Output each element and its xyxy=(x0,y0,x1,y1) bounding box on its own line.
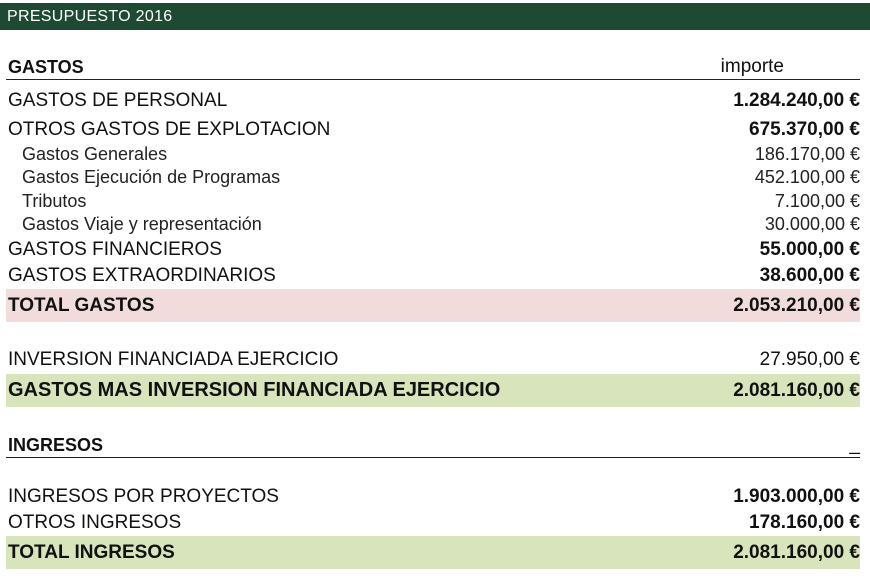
row-label: GASTOS MAS INVERSION FINANCIADA EJERCICIO xyxy=(8,379,501,401)
row-value: 38.600,00 € xyxy=(759,265,860,286)
table-row xyxy=(6,190,860,213)
row-value: 186.170,00 € xyxy=(754,144,860,164)
ingresos-column-label: _ xyxy=(849,434,860,455)
row-value: 1.903.000,00 € xyxy=(733,486,860,507)
total-gastos-row xyxy=(6,289,860,322)
ingresos-section-header xyxy=(6,433,860,458)
gastos-section-header xyxy=(6,55,860,80)
row-value: 2.081.160,00 € xyxy=(733,379,860,401)
row-label: OTROS INGRESOS xyxy=(8,512,182,533)
row-value: 2.053.210,00 € xyxy=(733,294,860,316)
row-value: 452.100,00 € xyxy=(754,167,860,187)
row-value: 2.081.160,00 € xyxy=(733,541,860,563)
row-label: Gastos Generales xyxy=(22,144,168,164)
gastos-heading: GASTOS xyxy=(8,56,84,77)
table-row xyxy=(6,143,860,166)
table-row xyxy=(6,89,860,113)
table-row xyxy=(6,264,860,288)
importe-column-label: importe xyxy=(720,56,784,77)
table-row xyxy=(6,485,860,509)
ingresos-heading: INGRESOS xyxy=(8,434,104,455)
row-label: INVERSION FINANCIADA EJERCICIO xyxy=(8,349,339,370)
total-ingresos-row xyxy=(6,536,860,569)
row-value: 27.950,00 € xyxy=(759,349,860,370)
row-value: 7.100,00 € xyxy=(774,191,860,211)
table-row xyxy=(6,118,860,142)
table-row xyxy=(6,511,860,535)
row-label: Gastos Ejecución de Programas xyxy=(22,167,281,187)
row-label: INGRESOS POR PROYECTOS xyxy=(8,486,279,507)
row-value: 55.000,00 € xyxy=(759,239,860,260)
page-title: PRESUPUESTO 2016 xyxy=(0,3,870,30)
row-value: 178.160,00 € xyxy=(749,512,860,533)
row-label: GASTOS EXTRAORDINARIOS xyxy=(8,265,276,286)
table-row xyxy=(6,238,860,262)
row-value: 675.370,00 € xyxy=(749,119,860,140)
row-label: TOTAL INGRESOS xyxy=(8,541,175,563)
row-label: GASTOS FINANCIEROS xyxy=(8,239,222,260)
row-label: GASTOS DE PERSONAL xyxy=(8,90,228,111)
table-row xyxy=(6,166,860,189)
inversion-row xyxy=(6,348,860,372)
row-value: 30.000,00 € xyxy=(764,214,860,234)
gastos-mas-inversion-row xyxy=(6,374,860,407)
row-label: Gastos Viaje y representación xyxy=(22,214,262,234)
row-label: Tributos xyxy=(22,191,87,211)
row-value: 1.284.240,00 € xyxy=(733,90,860,111)
row-label: OTROS GASTOS DE EXPLOTACION xyxy=(8,119,331,140)
table-row xyxy=(6,213,860,236)
row-label: TOTAL GASTOS xyxy=(8,294,155,316)
